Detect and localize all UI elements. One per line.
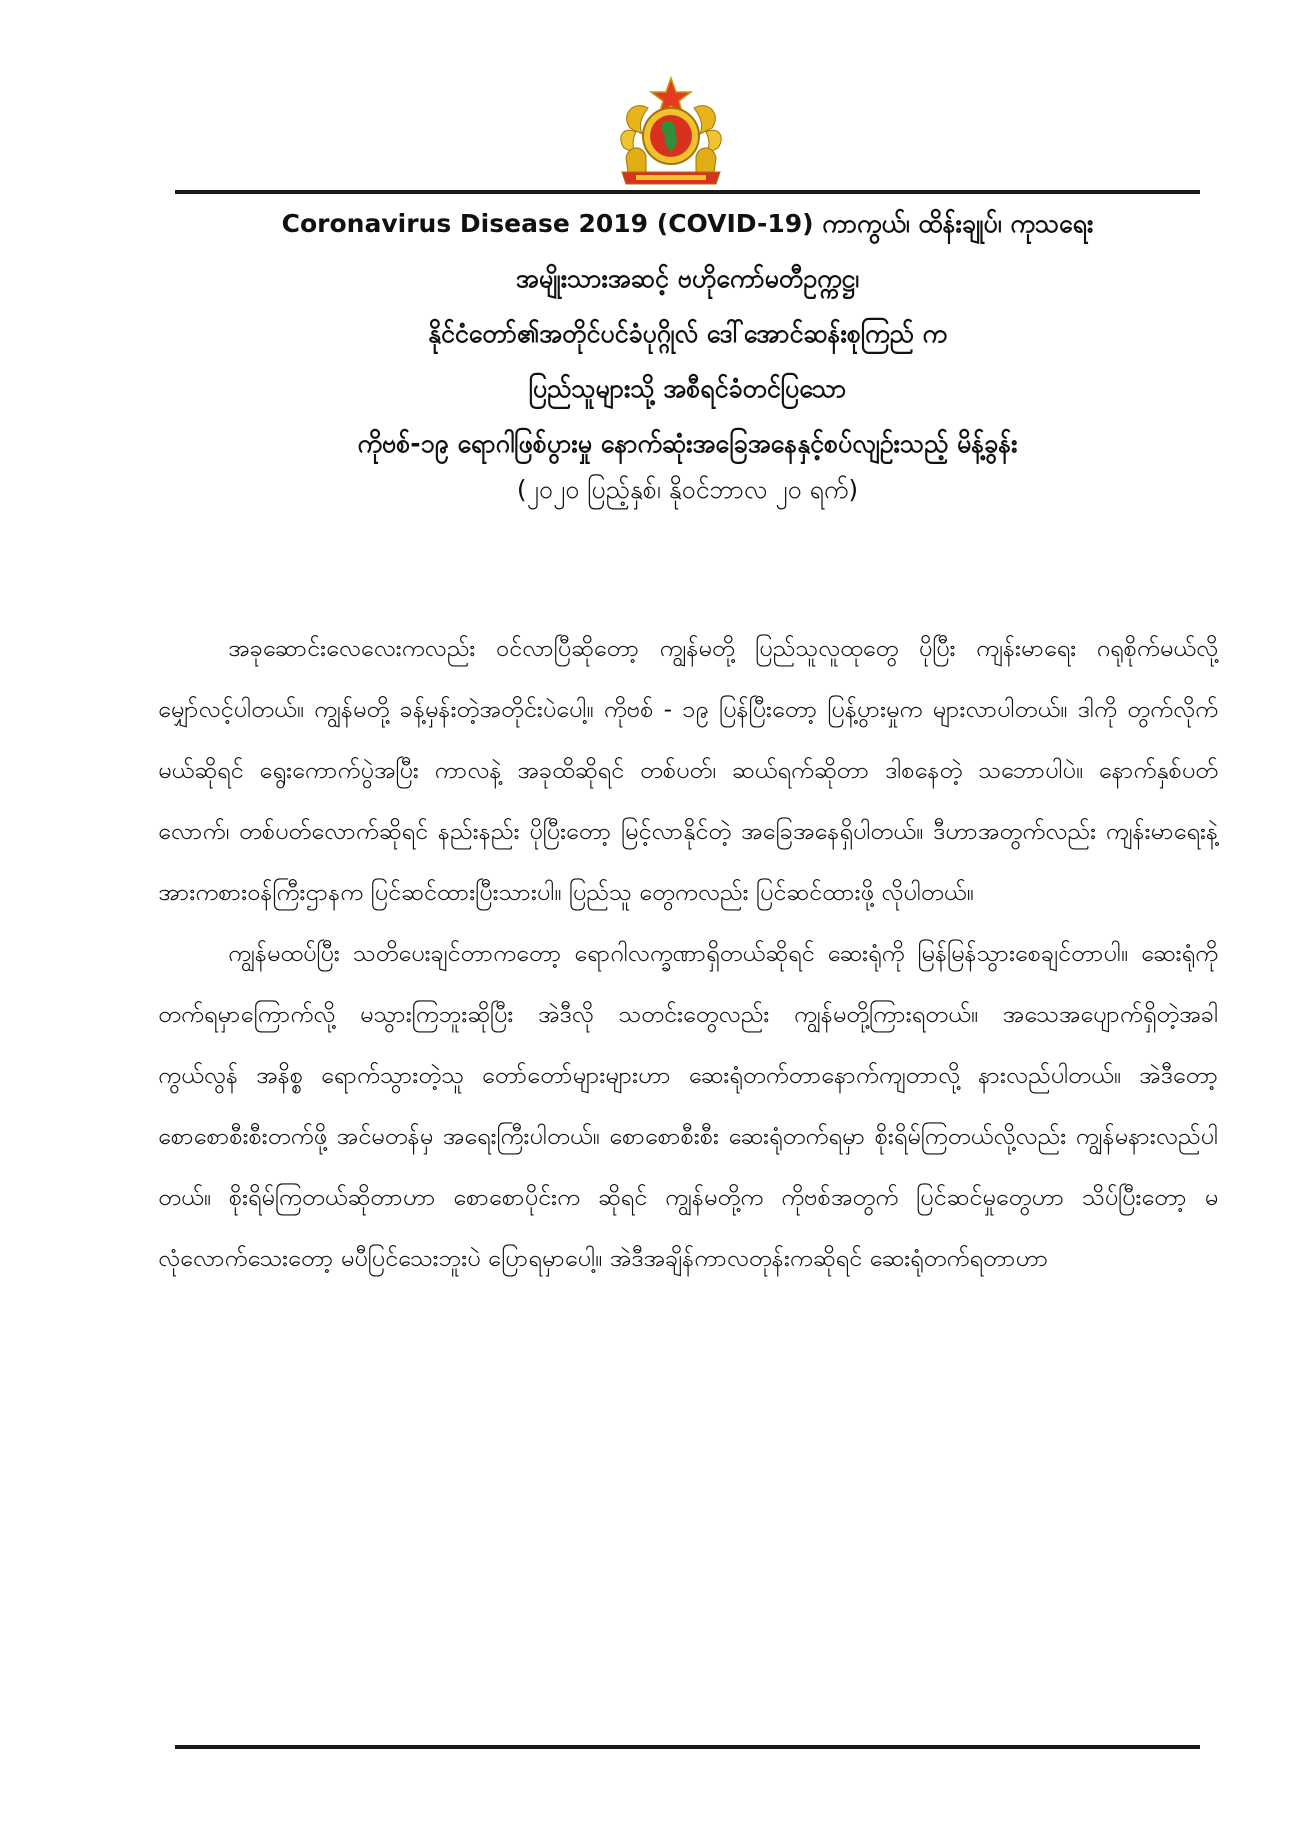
paragraph-1: အခုဆောင်းလေလေးကလည်း ဝင်လာပြီဆိုတော့ ကျွန်မတို့ ပြည်သူလူထုတွေ ပိုပြီး ကျန်းမာရေး ဂရုစိုက်မယ်လို့ မျှော်လင့်ပါတယ်။ ကျွန်မတို့ ခန့်မှန်းတဲ့အတိုင်းပဲပေါ့။ ကိုဗစ် - ၁၉ ပြန်ပြီးတော့ ပြန့်ပွားမှုက များလာပါတယ်။ ဒါကို တွက်လိုက်မယ်ဆိုရင် ရွေးကောက်ပွဲအပြီး ကာလနဲ့ အခုထိဆိုရင် တစ်ပတ်၊ ဆယ်ရက်ဆိုတာ ဒါစနေတဲ့ သဘောပါပဲ။ နောက်နှစ်ပတ် လောက်၊ တစ်ပတ်လောက်ဆိုရင် နည်းနည်း ပိုပြီးတော့ မြင့်လာနိုင်တဲ့ အခြေအနေရှိပါတယ်။ ဒီဟာအတွက်လည်း ကျန်းမာရေးနဲ့အားကစားဝန်ကြီးဌာနက ပြင်ဆင်ထားပြီးသားပါ။ ပြည်သူ တွေကလည်း ပြင်ဆင်ထားဖို့ လိုပါတယ်။ (158, 634, 1218, 906)
header-divider (175, 190, 1200, 194)
speech-date: (၂၀၂၀ ပြည့်နှစ်၊ နိုဝင်ဘာလ ၂၀ ရက်) (516, 475, 859, 504)
state-seal-of-myanmar-icon (612, 76, 730, 188)
title-line-4: ပြည်သူများသို့ အစီရင်ခံတင်ပြသော (528, 374, 847, 403)
paragraph-2: ကျွန်မထပ်ပြီး သတိပေးချင်တာကတော့ ရောဂါလက္ခဏာရှိတယ်ဆိုရင် ဆေးရုံကို မြန်မြန်သွားစေချင်တာပါ။ ဆေးရုံကို တက်ရမှာကြောက်လို့ မသွားကြဘူးဆိုပြီး အဲဒီလို သတင်းတွေလည်း ကျွန်မတို့ကြားရတယ်။ အသေအပျောက်ရှိတဲ့အခါ ကွယ်လွန် အနိစ္စ ရောက်သွားတဲ့သူ တော်တော်များများဟာ ဆေးရုံတက်တာနောက်ကျတာလို့ နားလည်ပါတယ်။ အဲဒီတော့ စောစောစီးစီးတက်ဖို့ အင်မတန်မှ အရေးကြီးပါတယ်။ စောစောစီးစီး ဆေးရုံတက်ရမှာ စိုးရိမ်ကြတယ်လို့လည်း ကျွန်မနားလည်ပါတယ်။ စိုးရိမ်ကြတယ်ဆိုတာဟာ စောစောပိုင်းက ဆိုရင် ကျွန်မတို့က ကိုဗစ်အတွက် ပြင်ဆင်မှုတွေဟာ သိပ်ပြီးတော့ မလုံလောက်သေးတော့ မပီပြင်သေးဘူးပဲ ပြောရမှာပေါ့။ အဲဒီအချိန်ကာလတုန်းကဆိုရင် ဆေးရုံတက်ရတာဟာ (158, 939, 1218, 1272)
title-line-3: နိုင်ငံတော်၏အတိုင်ပင်ခံပုဂ္ဂိုလ် ဒေါ်အောင်ဆန်းစုကြည် က (428, 319, 947, 348)
state-seal-emblem (612, 76, 730, 188)
title-line-1: Coronavirus Disease 2019 (COVID-19) ကာကွယ်၊ ထိန်းချုပ်၊ ကုသရေး (281, 209, 1094, 238)
speech-body (158, 618, 1218, 1289)
title-line-5: ကိုဗစ်-၁၉ ရောဂါဖြစ်ပွားမှု နောက်ဆုံးအခြေအနေနှင့်စပ်လျဥ်းသည့် မိန့်ခွန်း (357, 429, 1018, 458)
title-line-2: အမျိုးသားအဆင့် ဗဟိုကော်မတီဥက္ကဋ္ဌ၊ (515, 264, 860, 293)
document-title-block (175, 206, 1200, 508)
footer-divider (175, 1745, 1200, 1749)
